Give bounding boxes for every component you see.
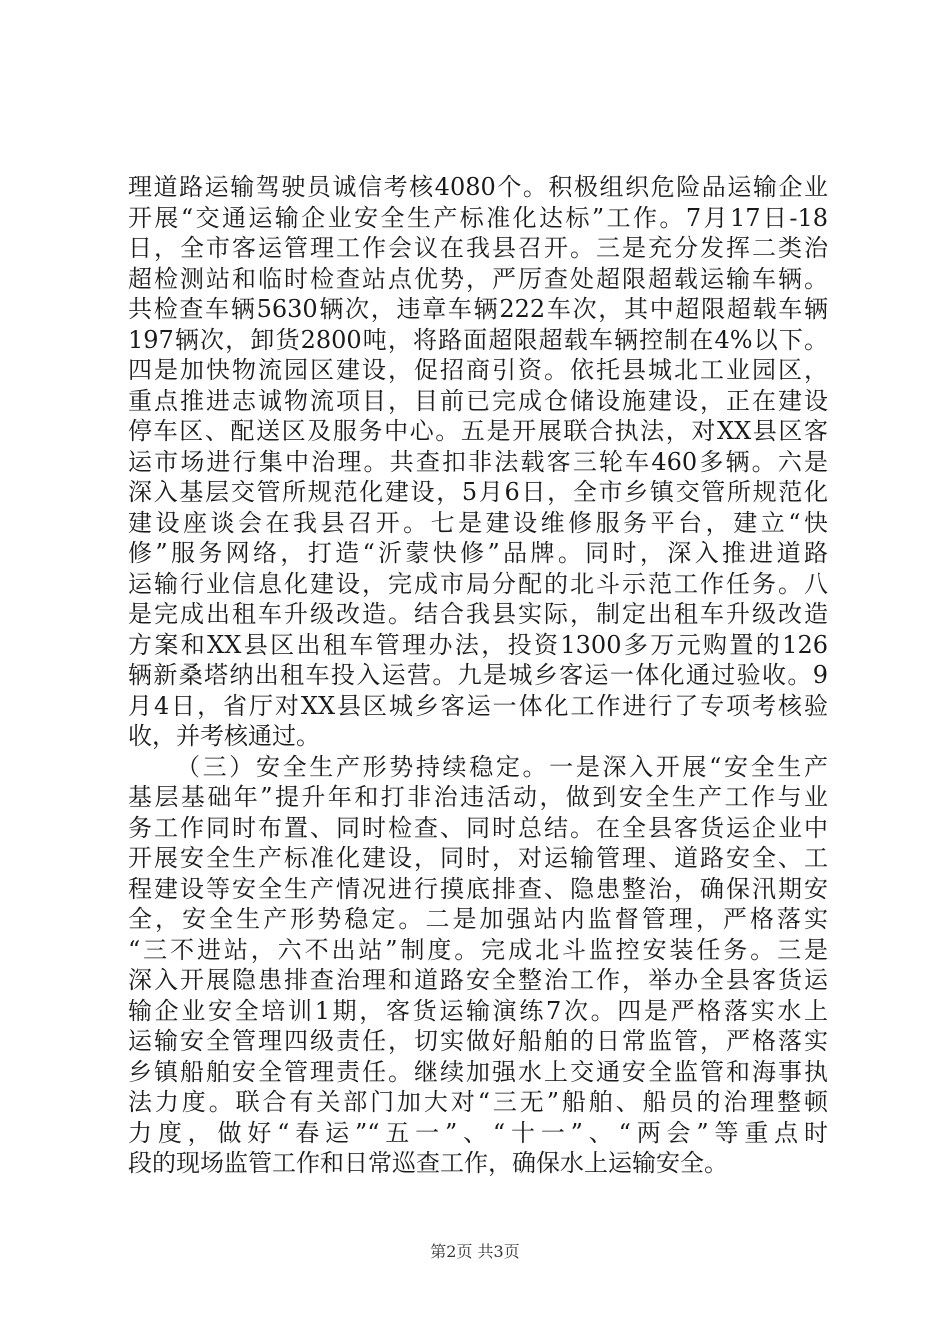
text-line: 基层基础年”提升年和打非治违活动，做到安全生产工作与业 [128,783,828,811]
text-line: 力度，做好“春运”“五一”、“十一”、“两会”等重点时 [128,1118,828,1147]
text-line: 开展安全生产标准化建设，同时，对运输管理、道路安全、工 [128,844,828,872]
text-line: 月4日，省厅对XX县区城乡客运一体化工作进行了专项考核验 [128,691,828,720]
text-line: 开展“交通运输企业安全生产标准化达标”工作。7月17日-18 [128,203,828,232]
text-line: 理道路运输驾驶员诚信考核4080个。积极组织危险品运输企业 [128,173,828,201]
text-line: “三不进站，六不出站”制度。完成北斗监控安装任务。三是 [128,935,828,964]
text-line: 输企业安全培训1期，客货运输演练7次。四是严格落实水上 [128,996,828,1025]
text-line: 重点推进志诚物流项目，目前已完成仓储设施建设，正在建设 [128,386,828,415]
text-line: 深入基层交管所规范化建设，5月6日，全市乡镇交管所规范化 [128,478,828,506]
text-line: 段的现场监管工作和日常巡查工作，确保水上运输安全。 [128,1149,728,1177]
section-heading-line: （三）安全生产形势持续稳定。一是深入开展“安全生产 [176,752,828,781]
text-line: 运市场进行集中治理。共查扣非法载客三轮车460多辆。六是 [128,447,828,476]
body-text [128,172,828,1179]
text-line: 超检测站和临时检查站点优势，严厉查处超限超载运输车辆。 [128,264,828,293]
text-line: 方案和XX县区出租车管理办法，投资1300多万元购置的126 [128,630,828,659]
text-line: 乡镇船舶安全管理责任。继续加强水上交通安全监管和海事执 [128,1057,828,1086]
text-line: 197辆次，卸货2800吨，将路面超限超载车辆控制在4%以下。 [128,325,828,354]
text-line: 深入开展隐患排查治理和道路安全整治工作，举办全县客货运 [128,966,828,994]
text-line: 辆新桑塔纳出租车投入运营。九是城乡客运一体化通过验收。9 [128,661,828,689]
text-line: 法力度。联合有关部门加大对“三无”船舶、船员的治理整顿 [128,1088,828,1116]
text-line: 修”服务网络，打造“沂蒙快修”品牌。同时，深入推进道路 [128,539,828,567]
text-line: 日，全市客运管理工作会议在我县召开。三是充分发挥二类治 [128,234,828,262]
text-line: 停车区、配送区及服务中心。五是开展联合执法，对XX县区客 [128,417,828,445]
text-line: 收，并考核通过。 [128,722,320,750]
text-line: 是完成出租车升级改造。结合我县实际，制定出租车升级改造 [128,600,828,628]
text-line: 运输安全管理四级责任，切实做好船舶的日常监管，严格落实 [128,1027,828,1055]
text-line: 四是加快物流园区建设，促招商引资。依托县城北工业园区， [128,356,828,384]
text-line: 共检查车辆5630辆次，违章车辆222车次，其中超限超载车辆 [128,295,828,323]
text-line: 建设座谈会在我县召开。七是建设维修服务平台，建立“快 [128,508,828,537]
text-line: 务工作同时布置、同时检查、同时总结。在全县客货运企业中 [128,813,828,842]
page-footer: 第2页 共3页 [430,1242,520,1261]
text-line: 程建设等安全生产情况进行摸底排查、隐患整治，确保汛期安 [128,874,828,903]
text-line: 全，安全生产形势稳定。二是加强站内监督管理，严格落实 [128,905,828,933]
text-line: 运输行业信息化建设，完成市局分配的北斗示范工作任务。八 [128,569,828,598]
